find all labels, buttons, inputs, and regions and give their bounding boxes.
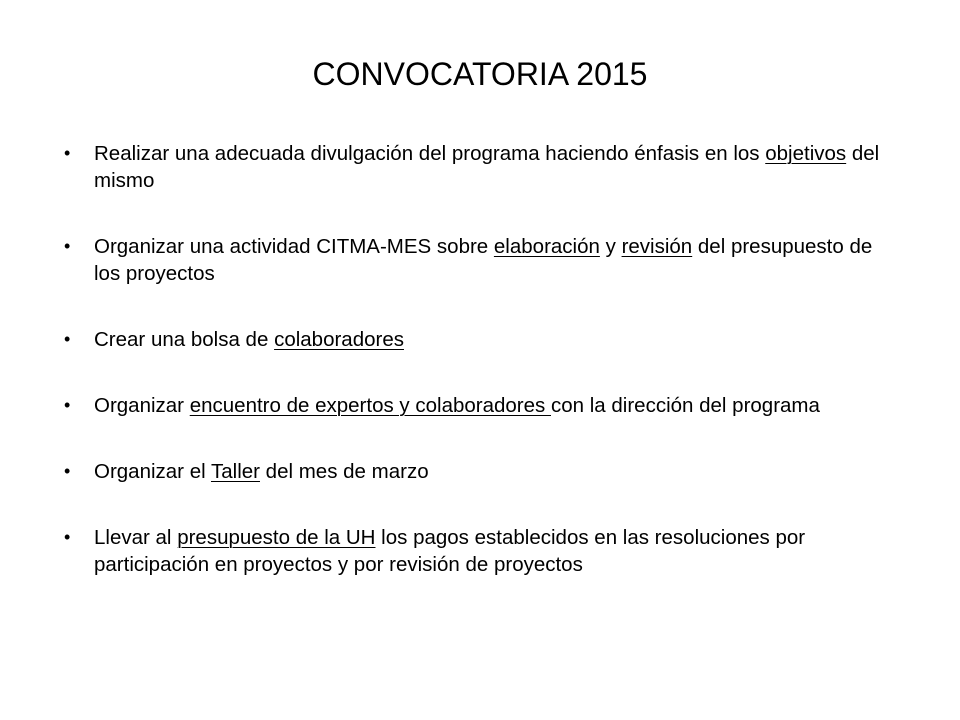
bullet-item xyxy=(64,326,904,353)
bullet-dot-icon: • xyxy=(64,527,71,547)
bullet-item xyxy=(64,140,904,194)
bullet-item xyxy=(64,233,904,287)
bullet-text xyxy=(94,142,879,192)
underlined-text: revisión xyxy=(621,235,693,258)
bullet-text xyxy=(94,235,872,285)
underlined-text: elaboración xyxy=(493,235,600,258)
bullet-item xyxy=(64,524,904,578)
bullet-text xyxy=(94,394,820,417)
bullet-dot-icon: • xyxy=(64,395,71,415)
text-segment: y xyxy=(599,235,622,258)
text-segment: Llevar al xyxy=(94,526,178,549)
text-segment: los pagos establecidos en las resoluciones por participación en proyectos y por revisión de proyectos xyxy=(94,526,806,576)
text-segment: Organizar el xyxy=(94,460,211,483)
bullet-dot-icon: • xyxy=(64,143,71,163)
text-segment: del mes de marzo xyxy=(259,460,429,483)
text-segment: del mismo xyxy=(94,142,880,192)
bullet-text xyxy=(94,526,805,576)
text-segment: Organizar xyxy=(94,394,190,417)
text-segment: del presupuesto de los proyectos xyxy=(94,235,873,285)
bullet-list xyxy=(64,140,904,617)
bullet-item xyxy=(64,458,904,485)
slide-title: CONVOCATORIA 2015 xyxy=(312,56,648,92)
text-segment: Realizar una adecuada divulgación del programa haciendo énfasis en los xyxy=(94,142,766,165)
underlined-text: colaboradores xyxy=(274,328,404,351)
bullet-dot-icon: • xyxy=(64,236,71,256)
text-segment: Crear una bolsa de xyxy=(94,328,275,351)
bullet-item xyxy=(64,392,904,419)
underlined-text: objetivos xyxy=(765,142,847,165)
underlined-text: Taller xyxy=(210,460,260,483)
text-segment: con la dirección del programa xyxy=(550,394,820,417)
bullet-dot-icon: • xyxy=(64,461,71,481)
bullet-dot-icon: • xyxy=(64,329,71,349)
bullet-text xyxy=(94,328,404,351)
text-segment: Organizar una actividad CITMA-MES sobre xyxy=(94,235,494,258)
underlined-text: encuentro de expertos y colaboradores xyxy=(189,394,551,417)
underlined-text: presupuesto de la UH xyxy=(177,526,376,549)
bullet-text xyxy=(94,460,429,483)
